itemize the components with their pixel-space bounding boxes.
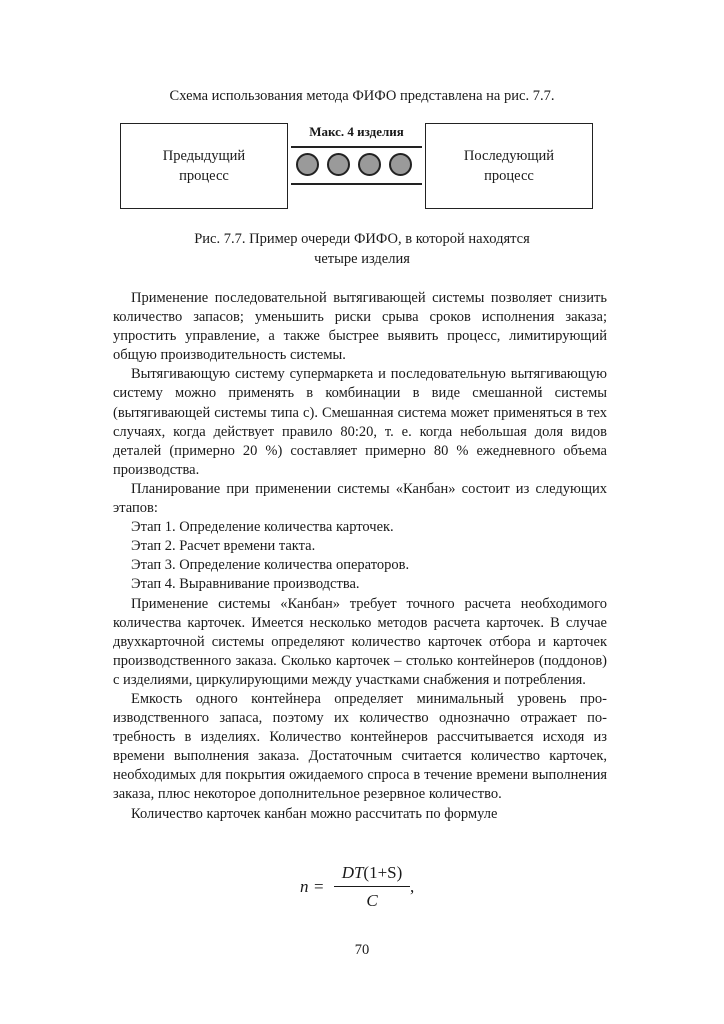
formula-lhs: n (300, 877, 309, 896)
formula-equals: = (314, 877, 324, 896)
step-item: Этап 4. Выравнивание производства. (131, 576, 360, 593)
step-item: Этап 3. Определение количества операторов. (131, 557, 410, 574)
queue-item-1 (296, 153, 319, 176)
paragraph: Количество карточек канбан можно рассчитать по формуле (131, 805, 498, 822)
queue-bottom-rail (291, 183, 422, 185)
paragraph: Применение системы «Канбан» требует точного расчета необходимого количества карточек. Имеется несколько методов расчета карточек. В случае двухкарточной системы определяют количество карточек отбора и карточек производственного заказа. Сколько карточек – столько контейнеров (поддонов) с изделиями, циркулирующими между участками снабжения и потребления. (113, 595, 607, 688)
figure-caption (0, 229, 724, 269)
queue-capacity-label: Макс. 4 изделия (309, 124, 404, 139)
paragraph: Вытягивающую систему супермаркета и последовательную вытягивающую систему можно применять в комбинации в виде смешанной системы (вытягивающей системы типа с). Смешанная система может применяться в тех случаях, когда действует правило 80:20, т. е. когда небольшая доля видов деталей (примерно 20 %) составляет примерно 80 % ежедневного объема производства. (113, 366, 607, 478)
formula-numerator (334, 863, 410, 883)
caption-line-2: четыре изделия (314, 251, 410, 267)
paragraph: Емкость одного контейнера определяет минимальный уровень производственного запаса, поэтому их количество однозначно отражает потребность в изделиях. Количество контейнеров рассчитывается исходя из времени выполнения заказа. Достаточным считается количество карточек, необходимых для покрытия ожидаемого спроса в течение времени выполнения заказа, плюс некоторое дополнительное резервное количество. (113, 690, 607, 803)
queue-top-rail (291, 146, 422, 148)
formula-numerator-rest: (1+S) (363, 863, 403, 882)
previous-process-box (120, 123, 288, 209)
formula-fraction-bar (334, 886, 410, 887)
next-process-line-2: процесс (484, 168, 534, 184)
queue-item-2 (327, 153, 350, 176)
intro-line: Схема использования метода ФИФО представлена на рис. 7.7. (169, 88, 555, 104)
body-text (113, 289, 607, 824)
queue-item-4 (389, 153, 412, 176)
next-process-line-1: Последующий (463, 148, 555, 164)
formula-denominator: C (366, 891, 378, 910)
formula-comma: , (410, 877, 415, 896)
paragraph: Планирование при применении системы «Канбан» состоит из следующих этапов: (113, 480, 607, 517)
page-number: 70 (354, 942, 370, 958)
queue-item-3 (358, 153, 381, 176)
kanban-formula (300, 859, 440, 915)
previous-process-line-1: Предыдущий (162, 148, 246, 164)
next-process-box (425, 123, 593, 209)
step-item: Этап 2. Расчет времени такта. (131, 538, 316, 555)
formula-numerator-var: DT (341, 863, 364, 882)
paragraph: Применение последовательной вытягивающей системы позволяет снизить количество запасов; уменьшить риски срыва сроков исполнения заказа; упростить управление, а также быстрее выявить процесс, лимитирующий общую производительность системы. (113, 290, 607, 364)
step-item: Этап 1. Определение количества карточек. (131, 519, 394, 536)
previous-process-line-2: процесс (179, 168, 229, 184)
caption-line-1: Рис. 7.7. Пример очереди ФИФО, в которой находятся (194, 231, 530, 247)
